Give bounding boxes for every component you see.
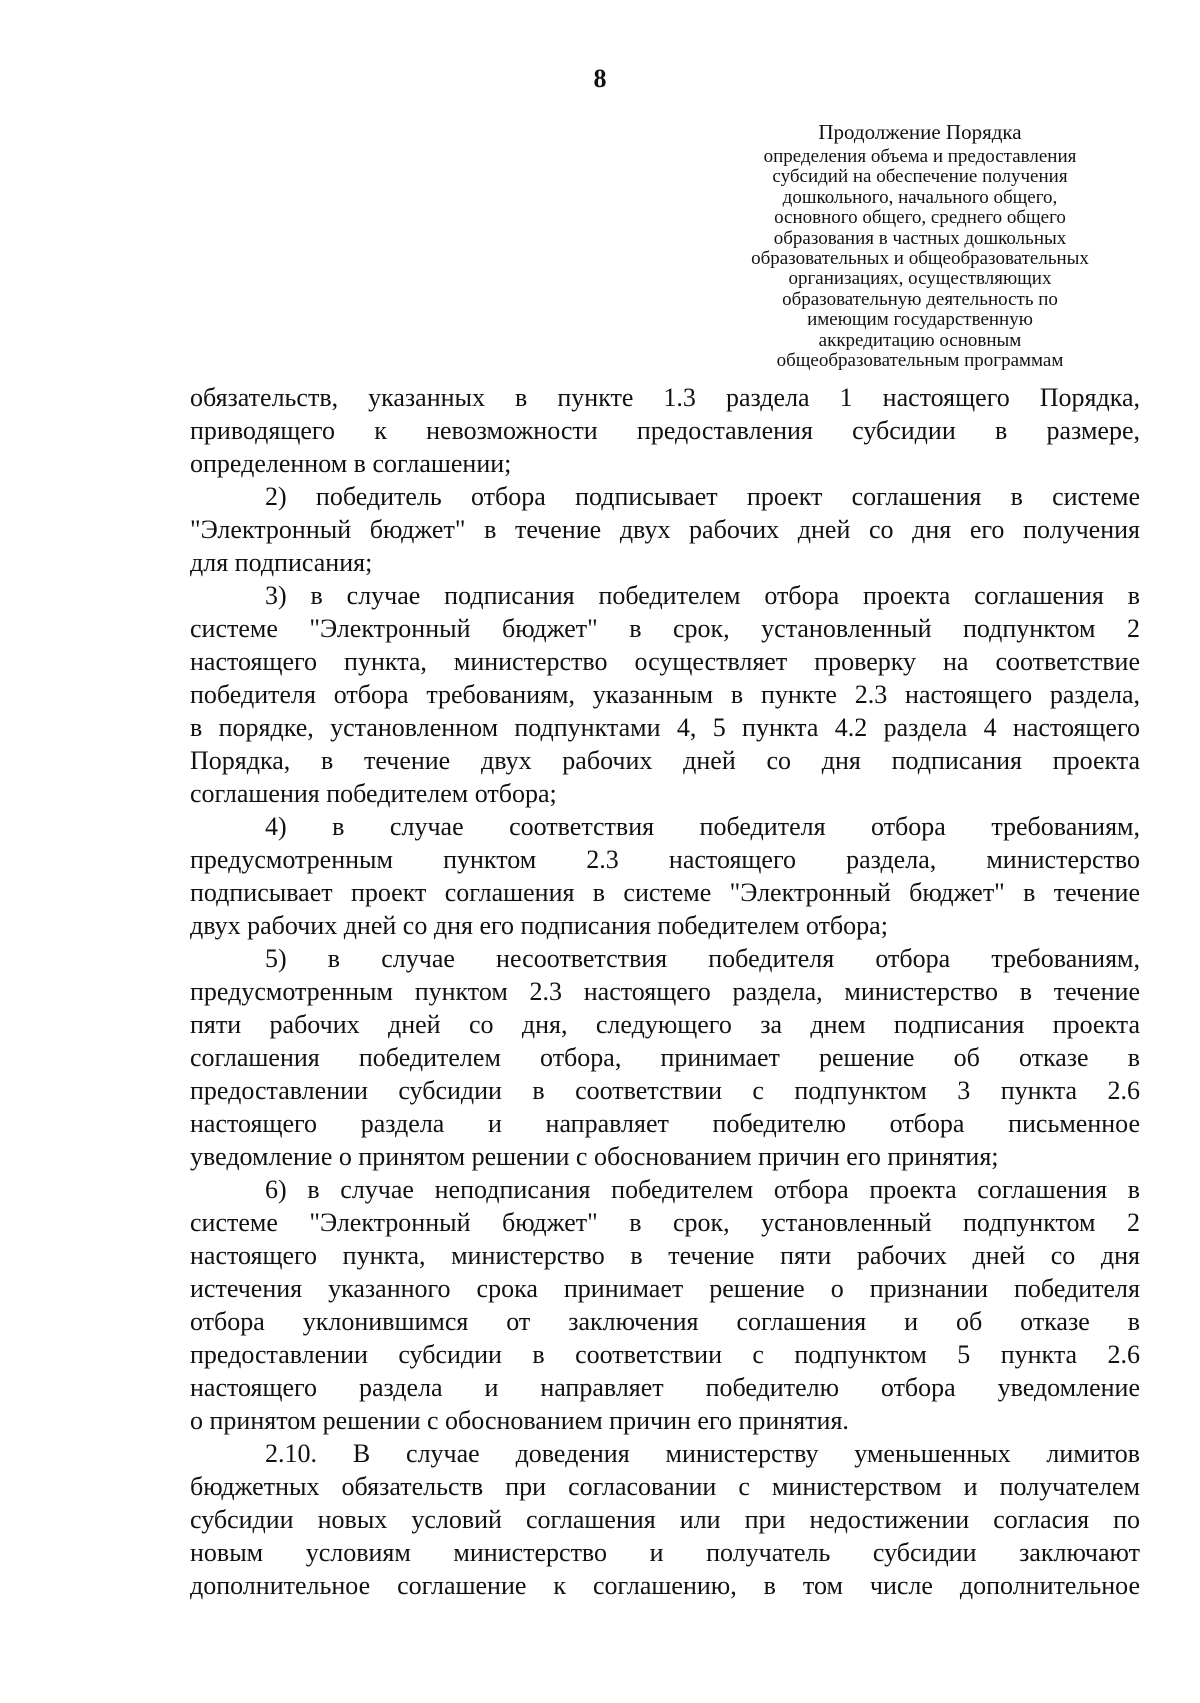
text-line: 3) в случае подписания победителем отбора проекта соглашения в	[265, 581, 1140, 610]
text-line: 6) в случае неподписания победителем отбора проекта соглашения в	[265, 1175, 1140, 1204]
text-line: в порядке, установленном подпунктами 4, 5 пункта 4.2 раздела 4 настоящего	[190, 713, 1140, 742]
text-line: пяти рабочих дней со дня, следующего за днем подписания проекта	[190, 1010, 1140, 1039]
text-line: настоящего пункта, министерство осуществляет проверку на соответствие	[190, 647, 1140, 676]
header-line: образования в частных дошкольных	[773, 227, 1067, 249]
text-line: 2.10. В случае доведения министерству уменьшенных лимитов	[265, 1439, 1140, 1468]
text-line: победителя отбора требованиям, указанным в пункте 2.3 настоящего раздела,	[190, 680, 1140, 709]
text-line: определенном в соглашении;	[190, 449, 512, 478]
text-line: предусмотренным пунктом 2.3 настоящего раздела, министерство в течение	[190, 977, 1140, 1006]
text-line: подписывает проект соглашения в системе "Электронный бюджет" в течение	[190, 878, 1140, 907]
header-line: имеющим государственную	[807, 309, 1033, 331]
header-line: дошкольного, начального общего,	[782, 186, 1058, 208]
text-line: отбора уклонившимся от заключения соглашения и об отказе в	[190, 1307, 1140, 1336]
text-line: системе "Электронный бюджет" в срок, установленный подпунктом 2	[190, 1208, 1140, 1237]
header-line: основного общего, среднего общего	[774, 207, 1066, 229]
text-line: настоящего раздела и направляет победителю отбора уведомление	[190, 1373, 1140, 1402]
text-line: предусмотренным пунктом 2.3 настоящего раздела, министерство	[190, 845, 1140, 874]
header-line: аккредитацию основным	[818, 329, 1022, 351]
text-line: настоящего пункта, министерство в течение пяти рабочих дней со дня	[190, 1241, 1140, 1270]
header-line: образовательных и общеобразовательных	[751, 248, 1089, 270]
text-line: предоставлении субсидии в соответствии с подпунктом 5 пункта 2.6	[190, 1340, 1140, 1369]
text-line: приводящего к невозможности предоставления субсидии в размере,	[190, 416, 1140, 445]
page-number: 8	[593, 64, 607, 93]
text-line: о принятом решении с обоснованием причин его принятия.	[190, 1406, 849, 1435]
text-line: бюджетных обязательств при согласовании с министерством и получателем	[190, 1472, 1140, 1501]
document-header	[700, 118, 1140, 371]
text-line: предоставлении субсидии в соответствии с подпунктом 3 пункта 2.6	[190, 1076, 1140, 1105]
header-line: организациях, осуществляющих	[788, 268, 1052, 290]
header-line: образовательную деятельность по	[782, 288, 1058, 310]
text-line: для подписания;	[190, 548, 373, 577]
text-line: соглашения победителем отбора, принимает решение об отказе в	[190, 1043, 1140, 1072]
header-line: определения объема и предоставления	[763, 146, 1077, 167]
body-text	[190, 381, 1140, 1602]
text-line: новым условиям министерство и получатель субсидии заключают	[190, 1538, 1140, 1567]
text-line: 2) победитель отбора подписывает проект соглашения в системе	[265, 482, 1140, 511]
text-line: дополнительное соглашение к соглашению, в том числе дополнительное	[190, 1571, 1140, 1600]
text-line: настоящего раздела и направляет победителю отбора письменное	[190, 1109, 1140, 1138]
header-line: субсидий на обеспечение получения	[772, 166, 1068, 188]
text-line: соглашения победителем отбора;	[190, 779, 557, 808]
text-line: истечения указанного срока принимает решение о признании победителя	[190, 1274, 1140, 1303]
header-title: Продолжение Порядка	[818, 120, 1022, 144]
text-line: 5) в случае несоответствия победителя отбора требованиям,	[265, 944, 1140, 973]
text-line: субсидии новых условий соглашения или при недостижении согласия по	[190, 1505, 1140, 1534]
text-line: обязательств, указанных в пункте 1.3 раздела 1 настоящего Порядка,	[190, 383, 1140, 412]
text-line: 4) в случае соответствия победителя отбора требованиям,	[265, 812, 1140, 841]
text-line: системе "Электронный бюджет" в срок, установленный подпунктом 2	[190, 614, 1140, 643]
text-line: двух рабочих дней со дня его подписания победителем отбора;	[190, 911, 888, 940]
text-line: "Электронный бюджет" в течение двух рабочих дней со дня его получения	[190, 515, 1140, 544]
text-line: Порядка, в течение двух рабочих дней со дня подписания проекта	[190, 746, 1140, 775]
header-line: общеобразовательным программам	[776, 350, 1064, 372]
text-line: уведомление о принятом решении с обоснованием причин его принятия;	[190, 1142, 999, 1171]
